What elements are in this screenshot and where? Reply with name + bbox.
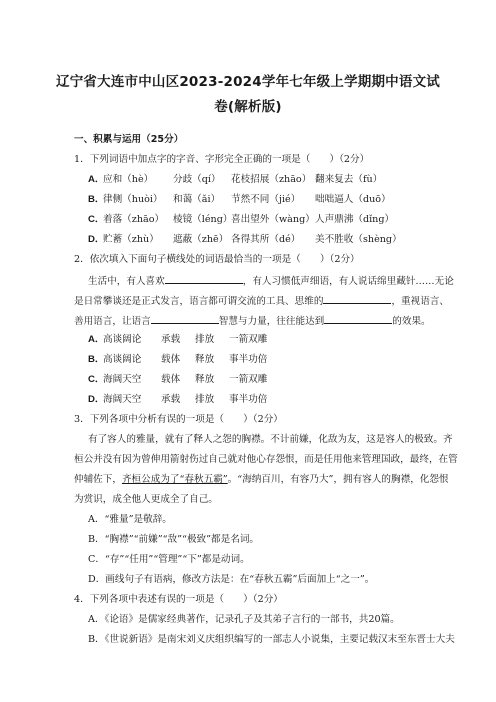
q1-stem: 1．下列词语中加点字的字音、字形完全正确的一项是（ ）（2分） (74, 154, 370, 165)
passage-text: ，重视语言、 (391, 296, 449, 307)
option-word: 海阔天空 (103, 394, 142, 405)
option-word: 分歧（qí） (173, 174, 221, 185)
option-word: 节然不同（jié） (231, 194, 301, 205)
q3-passage-line: 桓公并没有因为曾伸用箭射伤过自己就对他心存怨恨，而是任用他来管理国政，最终，在管 (74, 454, 458, 465)
q3-option-a: A．“雅量”是敬辞。 (88, 514, 172, 525)
option-word: 高谈阔论 (103, 354, 142, 365)
q1-option-b (88, 194, 391, 206)
passage-text: ，有人习惯低声细语，有人说话绵里藏针……无论 (242, 276, 454, 287)
q2-passage-line (88, 274, 454, 288)
passage-text: 。“海纳百川，有容乃大”，拥有容人的胸襟，化怨恨 (227, 474, 449, 485)
option-word: 载体 (161, 354, 181, 365)
q3-passage-line (74, 474, 449, 486)
fill-blank (165, 274, 243, 284)
q1-option-c (88, 214, 394, 226)
option-word: 翻来复去（fù） (315, 174, 383, 185)
option-label: C． (88, 214, 105, 225)
option-word: 应和（hè） (103, 174, 154, 185)
option-word: 排放 (195, 334, 215, 345)
option-word: 海阔天空 (103, 374, 142, 385)
option-word: 和蔼（ǎi） (173, 194, 221, 205)
option-word: 释放 (195, 374, 215, 385)
q2-stem: 2．依次填入下面句子横线处的词语最恰当的一项是（ ）（2分） (74, 254, 360, 265)
passage-text: 仲辅佐下， (74, 474, 122, 485)
option-word: 律侧（huòi） (103, 194, 163, 205)
option-label: D． (88, 394, 105, 405)
option-word: 承载 (161, 394, 181, 405)
doc-title-line2: 卷(解析版) (214, 99, 282, 115)
q4-option-a: A．《论语》是儒家经典著作，记录孔子及其弟子言行的一部书，共20篇。 (88, 614, 400, 625)
option-word: 棱镜（léng） (173, 214, 233, 225)
option-word: 一箭双雕 (229, 334, 268, 345)
fill-blank (323, 294, 391, 304)
passage-text: 的效果。 (392, 316, 431, 327)
option-label: B． (88, 354, 105, 365)
option-word: 美不胜收（shèng） (315, 234, 402, 245)
option-word: 载体 (161, 374, 181, 385)
q3-option-d: D．画线句子有语病，修改方法是：在“春秋五霸”后面加上“之一”。 (88, 574, 375, 585)
option-word: 喜出望外（wàng） (231, 214, 315, 225)
option-label: B． (88, 194, 105, 205)
option-word: 花枝招展（zhāo） (231, 174, 312, 185)
q4-option-b: B．《世说新语》是南宋刘义庆组织编写的一部志人小说集，主要记载汉末至东晋士大夫 (88, 634, 455, 645)
option-word: 着落（zhāo） (103, 214, 165, 225)
option-label: A． (88, 334, 105, 345)
q2-passage-line (74, 314, 431, 328)
section-heading: 一、积累与运用（25分） (74, 134, 184, 145)
q3-stem: 3．下列各项中分析有误的一项是（ ）（2分） (74, 414, 283, 425)
option-label: C． (88, 374, 105, 385)
q3-passage-line: 为赏识，成全他人更成全了自己。 (74, 494, 218, 505)
option-word: 贮蓄（zhù） (103, 234, 159, 245)
option-word: 承载 (161, 334, 181, 345)
q3-passage-line: 有了容人的雅量，就有了释人之怨的胸襟。不计前嫌，化敌为友，这是容人的极致。齐 (88, 434, 453, 445)
passage-text: 善用语言，让语言 (74, 316, 151, 327)
q2-option-a (88, 334, 267, 346)
option-word: 释放 (195, 354, 215, 365)
passage-text: 是日常攀谈还是正式发言，语言都可谓交流的工具、思维的 (74, 296, 324, 307)
option-word: 排放 (195, 394, 215, 405)
option-word: 咄咄逼人（duō） (315, 194, 391, 205)
option-word: 各得其所（dé） (231, 234, 301, 245)
q1-option-d (88, 234, 402, 246)
passage-text: 生活中，有人喜欢 (88, 276, 165, 287)
q1-option-a (88, 174, 382, 186)
option-word: 事半功倍 (229, 354, 268, 365)
option-label: A． (88, 174, 105, 185)
option-word: 事半功倍 (229, 394, 268, 405)
q3-option-c: C．“存”“任用”“管理”“下”都是动词。 (88, 554, 250, 565)
q2-option-d (88, 394, 267, 406)
option-word: 高谈阔论 (103, 334, 142, 345)
q2-option-b (88, 354, 267, 366)
underlined-sentence: 齐桓公成为了“春秋五霸” (121, 474, 228, 485)
option-word: 人声鼎沸（dǐng） (315, 214, 395, 225)
option-word: 一箭双雕 (229, 374, 268, 385)
q2-option-c (88, 374, 267, 386)
q4-stem: 4．下列各项中表述有误的一项是（ ）（2分） (74, 594, 283, 605)
q3-option-b: B．“胸襟”“前嫌”“敌”“极致”都是名词。 (88, 534, 260, 545)
fill-blank (151, 314, 219, 324)
option-label: D． (88, 234, 105, 245)
doc-title-line1: 辽宁省大连市中山区2023-2024学年七年级上学期期中语文试 (56, 74, 440, 90)
fill-blank (324, 314, 392, 324)
option-word: 遮蔽（zhē） (173, 234, 229, 245)
q2-passage-line (74, 294, 449, 308)
passage-text: 智慧与力量，往往能达到 (218, 316, 325, 327)
